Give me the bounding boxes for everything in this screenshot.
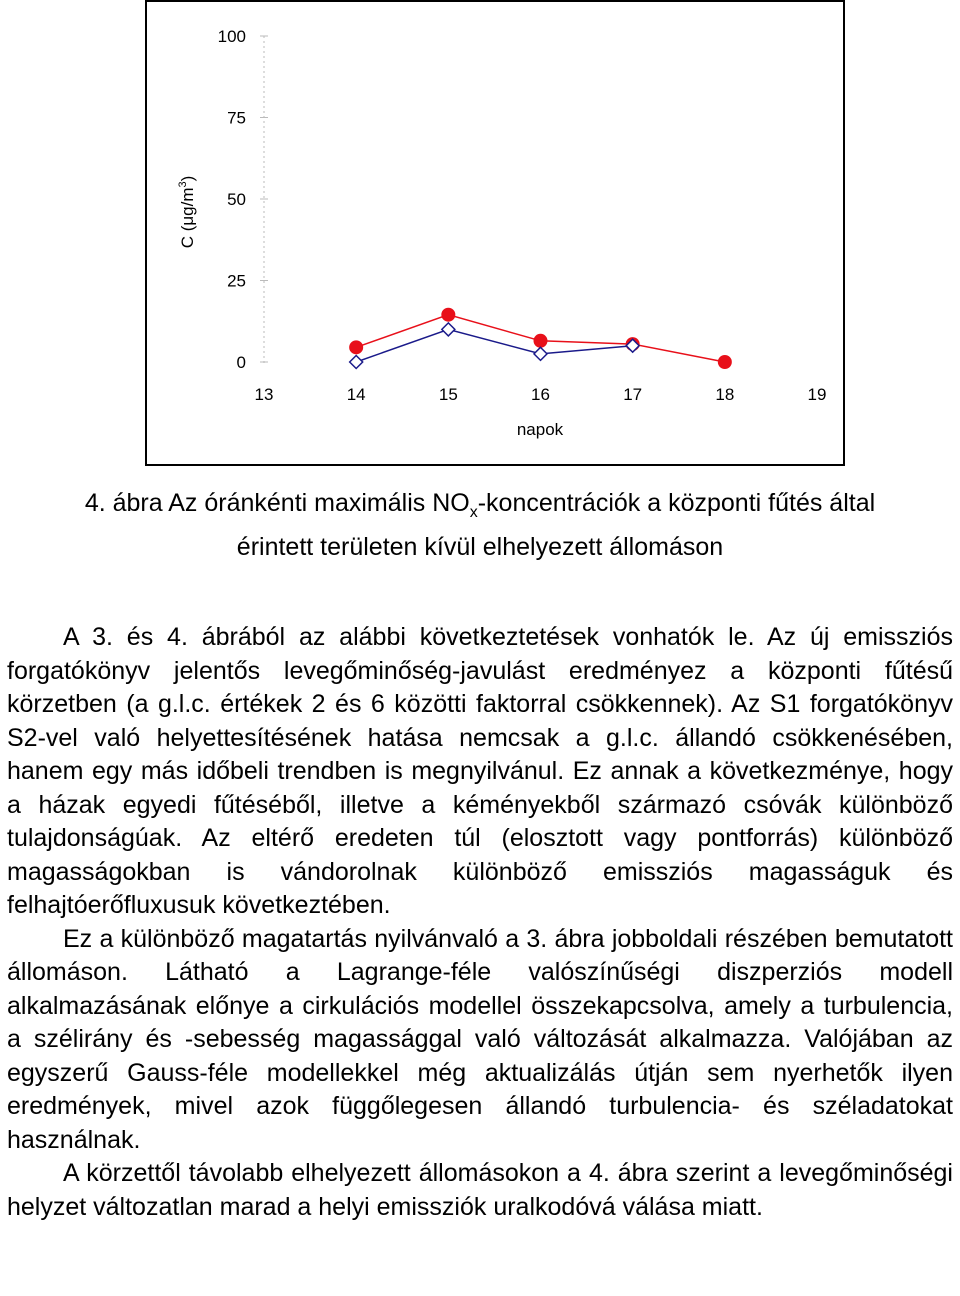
caption-line-1 <box>0 486 960 530</box>
series-1-point <box>534 334 547 347</box>
paragraph: A 3. és 4. ábrából az alábbi következtetések vonhatók le. Az új emissziós forgatókönyv jelentős levegőminőség-javulást eredményez a központi fűtésű körzetben (a g.l.c. értékek 2 és 6 közötti faktorral csökkennek). Az S1 forgatókönyv S2-vel való helyettesítésének hatása nemcsak a g.l.c. állandó csökkenésében, hanem egy más időbeli trendben is megnyilvánul. Ez annak a következménye, hogy a házak egyedi fűtéséből, illetve a kéményekből származó csóvák különböző tulajdonságúak. Az eltérő eredeten túl (elosztott vagy pontforrás) különböző magasságokban is vándorolnak különböző emissziós magasságuk és felhajtóerőfluxusuk következtében. <box>7 623 953 919</box>
x-tick-label: 14 <box>346 385 366 404</box>
series-1-point <box>350 341 363 354</box>
caption-text-a: 4. ábra Az óránkénti maximális NO <box>84 489 470 517</box>
y-axis-label-mu: μ <box>178 215 197 226</box>
y-tick-label: 100 <box>217 27 246 46</box>
figure-caption <box>0 486 960 565</box>
chart-panel <box>145 0 845 466</box>
series-2-point <box>534 347 547 360</box>
x-tick-label: 13 <box>254 385 274 404</box>
caption-subscript: x <box>469 504 478 521</box>
x-tick-label: 18 <box>715 385 735 404</box>
y-axis-label-sup: 3 <box>177 181 189 188</box>
y-axis <box>260 36 268 364</box>
body-text <box>7 621 953 1224</box>
y-axis-label <box>177 176 197 249</box>
series-2-point <box>350 356 363 369</box>
paragraph: Ez a különböző magatartás nyilvánvaló a 3. ábra jobboldali részében bemutatott állomáson. Látható a Lagrange-féle valószínűségi diszperziós modell alkalmazásának előnye a cirkulációs modellel összekapcsolva, amely a turbulencia, a szélirány és -sebesség magassággal való változását alkalmazza. Valójában az egyszerű Gauss-féle modellekkel még aktualizálás útján sem nyerhetők ilyen eredmények, mivel azok függőlegesen állandó turbulencia- és széladatokat használnak. <box>7 924 953 1154</box>
x-tick-label: 17 <box>623 385 643 404</box>
y-tick-label: 0 <box>236 353 246 372</box>
x-tick-label: 19 <box>807 385 827 404</box>
series-2-point <box>442 323 455 336</box>
y-tick-label: 25 <box>227 271 246 291</box>
series-2-line <box>356 329 633 362</box>
series-1-point <box>718 356 731 369</box>
y-tick-label: 50 <box>227 190 246 209</box>
series-1-point <box>442 308 455 321</box>
paragraph: A körzettől távolabb elhelyezett állomásokon a 4. ábra szerint a levegőminőségi helyzet változatlan marad a helyi emissziók uralkodóvá válása miatt. <box>7 1159 953 1221</box>
line-chart <box>147 2 847 468</box>
x-tick-label: 15 <box>438 385 458 404</box>
x-axis-label: napok <box>516 420 564 439</box>
series-group <box>350 308 732 368</box>
y-axis-label-prefix: C ( <box>178 225 197 249</box>
x-tick-label: 16 <box>531 385 550 404</box>
caption-text-b: -koncentrációk a központi fűtés által <box>477 489 876 517</box>
y-axis-label-suffix: ) <box>178 175 197 182</box>
y-tick-labels <box>218 27 246 372</box>
x-tick-labels <box>255 385 827 404</box>
y-axis-label-unit: g/m <box>178 187 197 216</box>
y-tick-label: 75 <box>227 108 246 128</box>
caption-line-2: érintett területen kívül elhelyezett állomáson <box>236 533 724 561</box>
